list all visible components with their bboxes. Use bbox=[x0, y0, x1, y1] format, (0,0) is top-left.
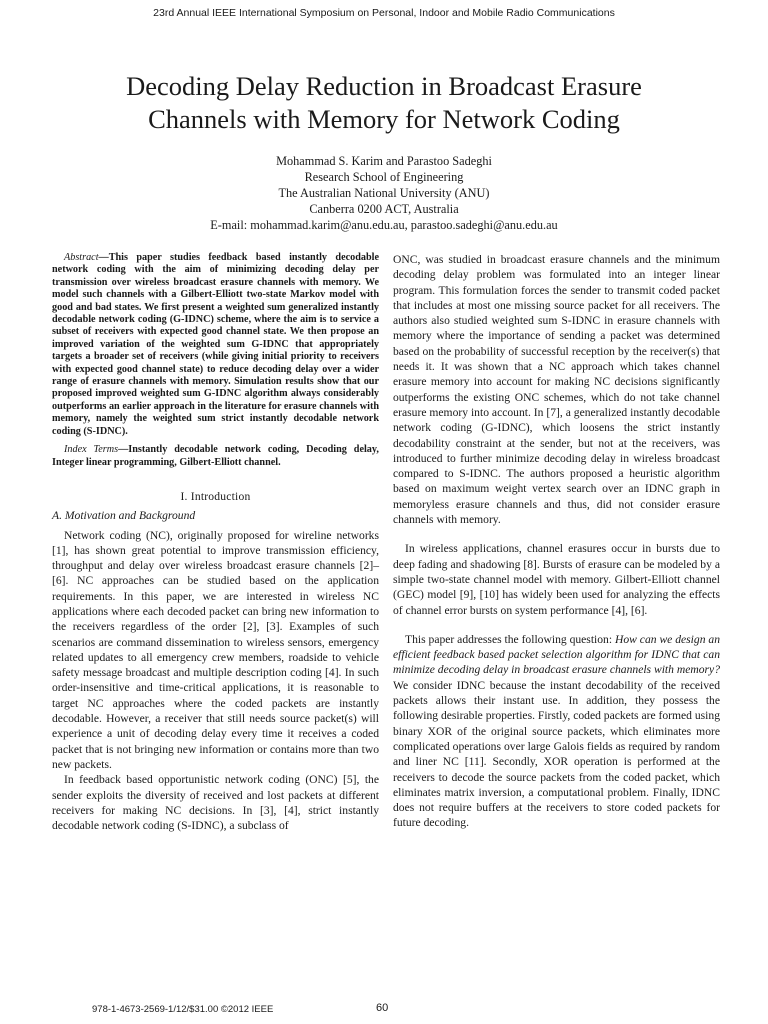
title-line-1: Decoding Delay Reduction in Broadcast Erasure bbox=[126, 71, 642, 101]
paper-title bbox=[40, 70, 728, 136]
abstract-text: —This paper studies feedback based instantly decodable network coding with the aim of minimizing decoding delay per transmission over wireless broadcast erasure channels with memory. We model such channels with a Gilbert-Elliott two-state Markov model with good and bad states. We first present a weighted sum generalized instantly decodable network coding (G-IDNC) scheme, where the aim is to service a subset of receivers with expected good channel state. We then propose an improved variation of the weighted sum G-IDNC that appropriately targets a broader set of receivers (while giving initial priority to receivers with expected good channel state) to reduce decoding delay over a wider range of erasure channels with memory. Simulation results show that our proposed improved weighted sum G-IDNC algorithm always considerably outperforms an earlier approach in the literature for erasure channels with memory, namely the weighted sum strict instantly decodable network coding (S-IDNC). bbox=[52, 252, 379, 437]
abstract bbox=[52, 252, 379, 438]
question-rest: We consider IDNC because the instant decodability of the received packets allows their instant use. In addition, they possess the following desirable properties. Firstly, coded packets are formed using binary XOR of the original source packets, which eliminates more complicated operations over large Galois fields as required by random and liner NC [11]. Secondly, XOR operation is performed at the receivers to decode the source packets from the coded packet, which eliminates matrix inversion, a computational problem. Finally, IDNC does not require buffers at the receivers to store coded packets for future decoding. bbox=[393, 678, 721, 830]
page-number: 60 bbox=[376, 1002, 389, 1014]
affiliation-school: Research School of Engineering bbox=[304, 170, 464, 184]
index-terms bbox=[52, 444, 379, 469]
author-names: Mohammad S. Karim and Parastoo Sadeghi bbox=[276, 154, 492, 168]
subsection-heading-motivation: A. Motivation and Background bbox=[52, 509, 196, 523]
body-paragraph: ONC, was studied in broadcast erasure channels and the minimum decoding delay problem was formulated into an integer linear program. This formulation forces the sender to transmit coded packet that includes at most one missing source packet for all receivers. The authors also studied weighted sum S-IDNC in erasure channels with memory where the importance of sending a packet was determined based on the probability of successful reception by the receiver(s) that needs it. It was shown that a NC approach which takes channel erasure memory into account for making NC decisions significantly outperforms the existing ONC schemes, which do not take channel erasure memory into account. In [7], a generalized instantly decodable network coding (G-IDNC), which loosens the strict instantly decodability constraint at the sender, but not at the receivers, was introduced to further minimize decoding delay in wireless broadcast compared to S-IDNC. The authors proposed a heuristic algorithm based on maximum weight vertex search over an IDNC graph in memoryless erasure channels and thus, did not consider erasure channels with memory. bbox=[393, 253, 720, 527]
question-lead: This paper addresses the following question: bbox=[405, 632, 615, 646]
left-column bbox=[52, 252, 379, 833]
author-email: E-mail: mohammad.karim@anu.edu.au, parastoo.sadeghi@anu.edu.au bbox=[210, 218, 558, 232]
body-paragraph-question bbox=[393, 632, 720, 831]
conference-header: 23rd Annual IEEE International Symposium on Personal, Indoor and Mobile Radio Communications bbox=[153, 7, 615, 19]
abstract-label: Abstract bbox=[64, 252, 99, 263]
body-paragraph: In feedback based opportunistic network coding (ONC) [5], the sender exploits the diversity of received and lost packets at different receivers for making NC decisions. In [3], [4], strict instantly decodable network coding (S-IDNC), a subclass of bbox=[52, 773, 379, 833]
body-paragraph: Network coding (NC), originally proposed for wireline networks [1], has shown great potential to improve transmission efficiency, throughput and delay over wireless broadcast erasure channels [2]–[6]. NC approaches can be studied based on the application requirements. In this paper, we are interested in wireless NC applications where each decoded packet can bring new information to the receivers regardless of the order [2], [3]. Examples of such scenarios are command dissemination to wireless sensors, emergency related updates to all emergency crew members, roadside to vehicle safety message broadcast and multiple description coding [4]. In such order-insensitive and time-critical applications, it is reasonable to target NC approaches where the coded packets are instantly decodable. However, a receiver that still needs source packet(s) will experience a unit of decoding delay every time it receives a coded packet that is not bringing new information or contains more than two new packets. bbox=[52, 528, 379, 771]
title-line-2: Channels with Memory for Network Coding bbox=[148, 104, 620, 134]
index-terms-label: Index Terms bbox=[64, 444, 119, 456]
affiliation-university: The Australian National University (ANU) bbox=[278, 186, 490, 200]
copyright-footer: 978-1-4673-2569-1/12/$31.00 ©2012 IEEE bbox=[92, 1004, 274, 1015]
author-block bbox=[40, 153, 728, 233]
research-question: How can we design an efficient feedback based packet selection algorithm for IDNC that can minimize decoding delay in broadcast erasure channels with memory? bbox=[393, 632, 720, 677]
section-heading-introduction: I. Introduction bbox=[180, 489, 251, 503]
affiliation-address: Canberra 0200 ACT, Australia bbox=[309, 202, 459, 216]
index-terms-text: —Instantly decodable network coding, Decoding delay, Integer linear programming, Gilbert-Elliott channel. bbox=[52, 444, 379, 468]
right-column bbox=[393, 252, 720, 831]
body-paragraph: In wireless applications, channel erasures occur in bursts due to deep fading and shadowing [8]. Bursts of erasure can be modeled by a simple two-state channel model with memory. Gilbert-Elliott channel (GEC) model [9], [10] has widely been used for analyzing the effects of channel error bursts on system performance [4], [6]. bbox=[393, 542, 720, 617]
